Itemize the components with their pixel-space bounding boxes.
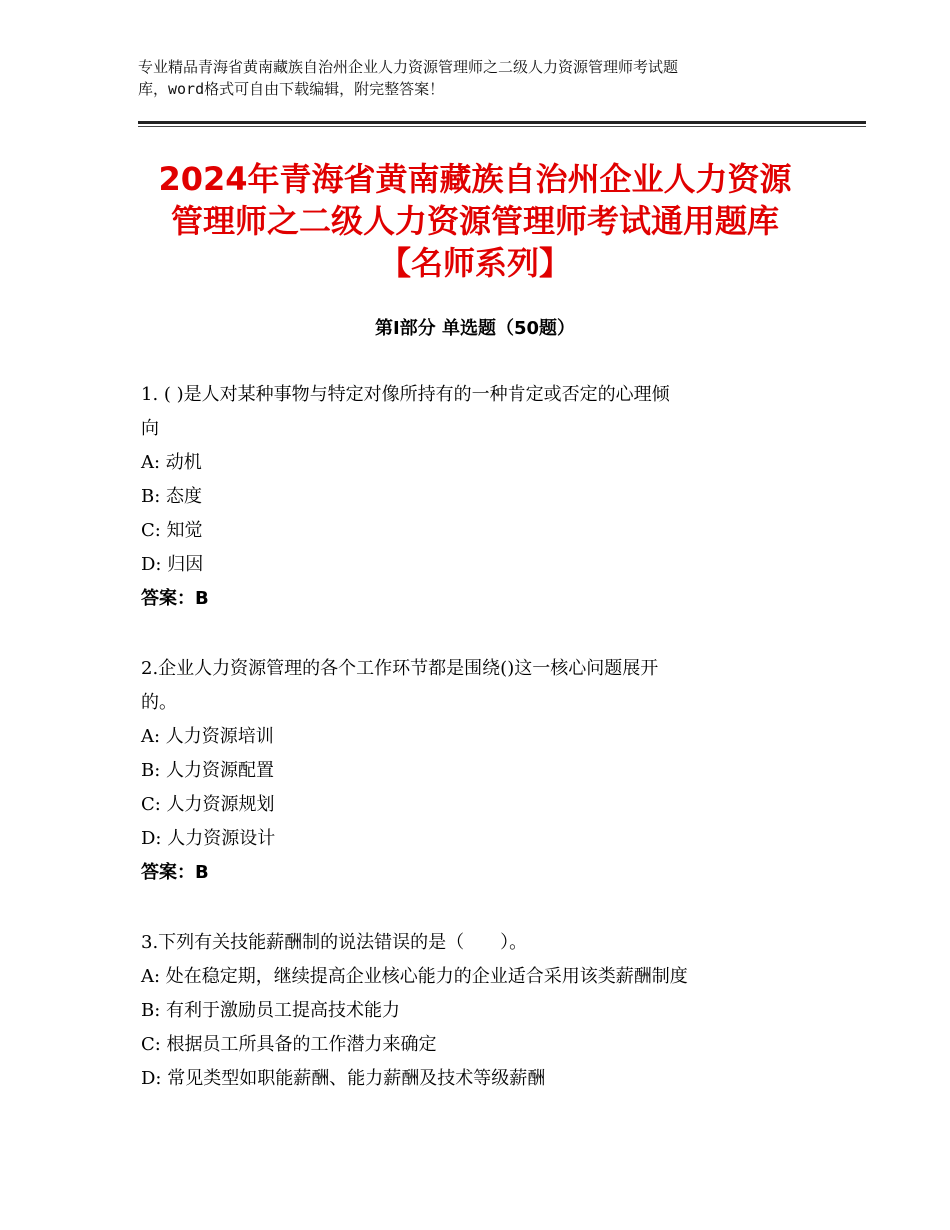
question-stem-line-1: 1. ( )是人对某种事物与特定对像所持有的一种肯定或否定的心理倾 — [141, 384, 670, 405]
option-c: C: 人力资源规划 — [141, 794, 275, 815]
title-line-3: 【名师系列】 — [378, 244, 571, 282]
question-2 — [141, 652, 821, 890]
title-line-2: 管理师之二级人力资源管理师考试通用题库 — [170, 202, 779, 240]
question-stem-line-2: 的。 — [141, 692, 177, 713]
header-line-2: 库，word格式可自由下载编辑，附完整答案！ — [138, 80, 445, 98]
document-title — [120, 158, 830, 284]
option-c: C: 知觉 — [141, 520, 203, 541]
answer: 答案：B — [141, 588, 209, 609]
header-line-1: 专业精品青海省黄南藏族自治州企业人力资源管理师之二级人力资源管理师考试题 — [138, 58, 679, 76]
option-b: B: 有利于激励员工提高技术能力 — [141, 1000, 401, 1021]
option-d: D: 归因 — [141, 554, 204, 575]
section-heading: 第Ⅰ部分 单选题（50题） — [374, 318, 575, 339]
question-stem-line-1: 2.企业人力资源管理的各个工作环节都是围绕()这一核心问题展开 — [141, 658, 659, 679]
header-divider-thin — [138, 126, 866, 127]
option-b: B: 态度 — [141, 486, 203, 507]
option-b: B: 人力资源配置 — [141, 760, 275, 781]
option-c: C: 根据员工所具备的工作潜力来确定 — [141, 1034, 437, 1055]
answer: 答案：B — [141, 862, 209, 883]
header-divider-thick — [138, 121, 866, 124]
question-stem — [141, 378, 821, 446]
page-header — [138, 56, 828, 100]
question-stem — [141, 652, 821, 720]
option-a: A: 人力资源培训 — [141, 726, 274, 747]
question-stem-line-2: 向 — [141, 418, 159, 439]
question-3 — [141, 926, 821, 1096]
title-line-1: 2024年青海省黄南藏族自治州企业人力资源 — [158, 160, 792, 198]
option-a: A: 动机 — [141, 452, 202, 473]
option-d: D: 人力资源设计 — [141, 828, 276, 849]
option-a: A: 处在稳定期，继续提高企业核心能力的企业适合采用该类薪酬制度 — [141, 966, 688, 987]
question-stem: 3.下列有关技能薪酬制的说法错误的是（ ）。 — [141, 932, 528, 953]
option-d: D: 常见类型如职能薪酬、能力薪酬及技术等级薪酬 — [141, 1068, 546, 1089]
question-1 — [141, 378, 821, 616]
